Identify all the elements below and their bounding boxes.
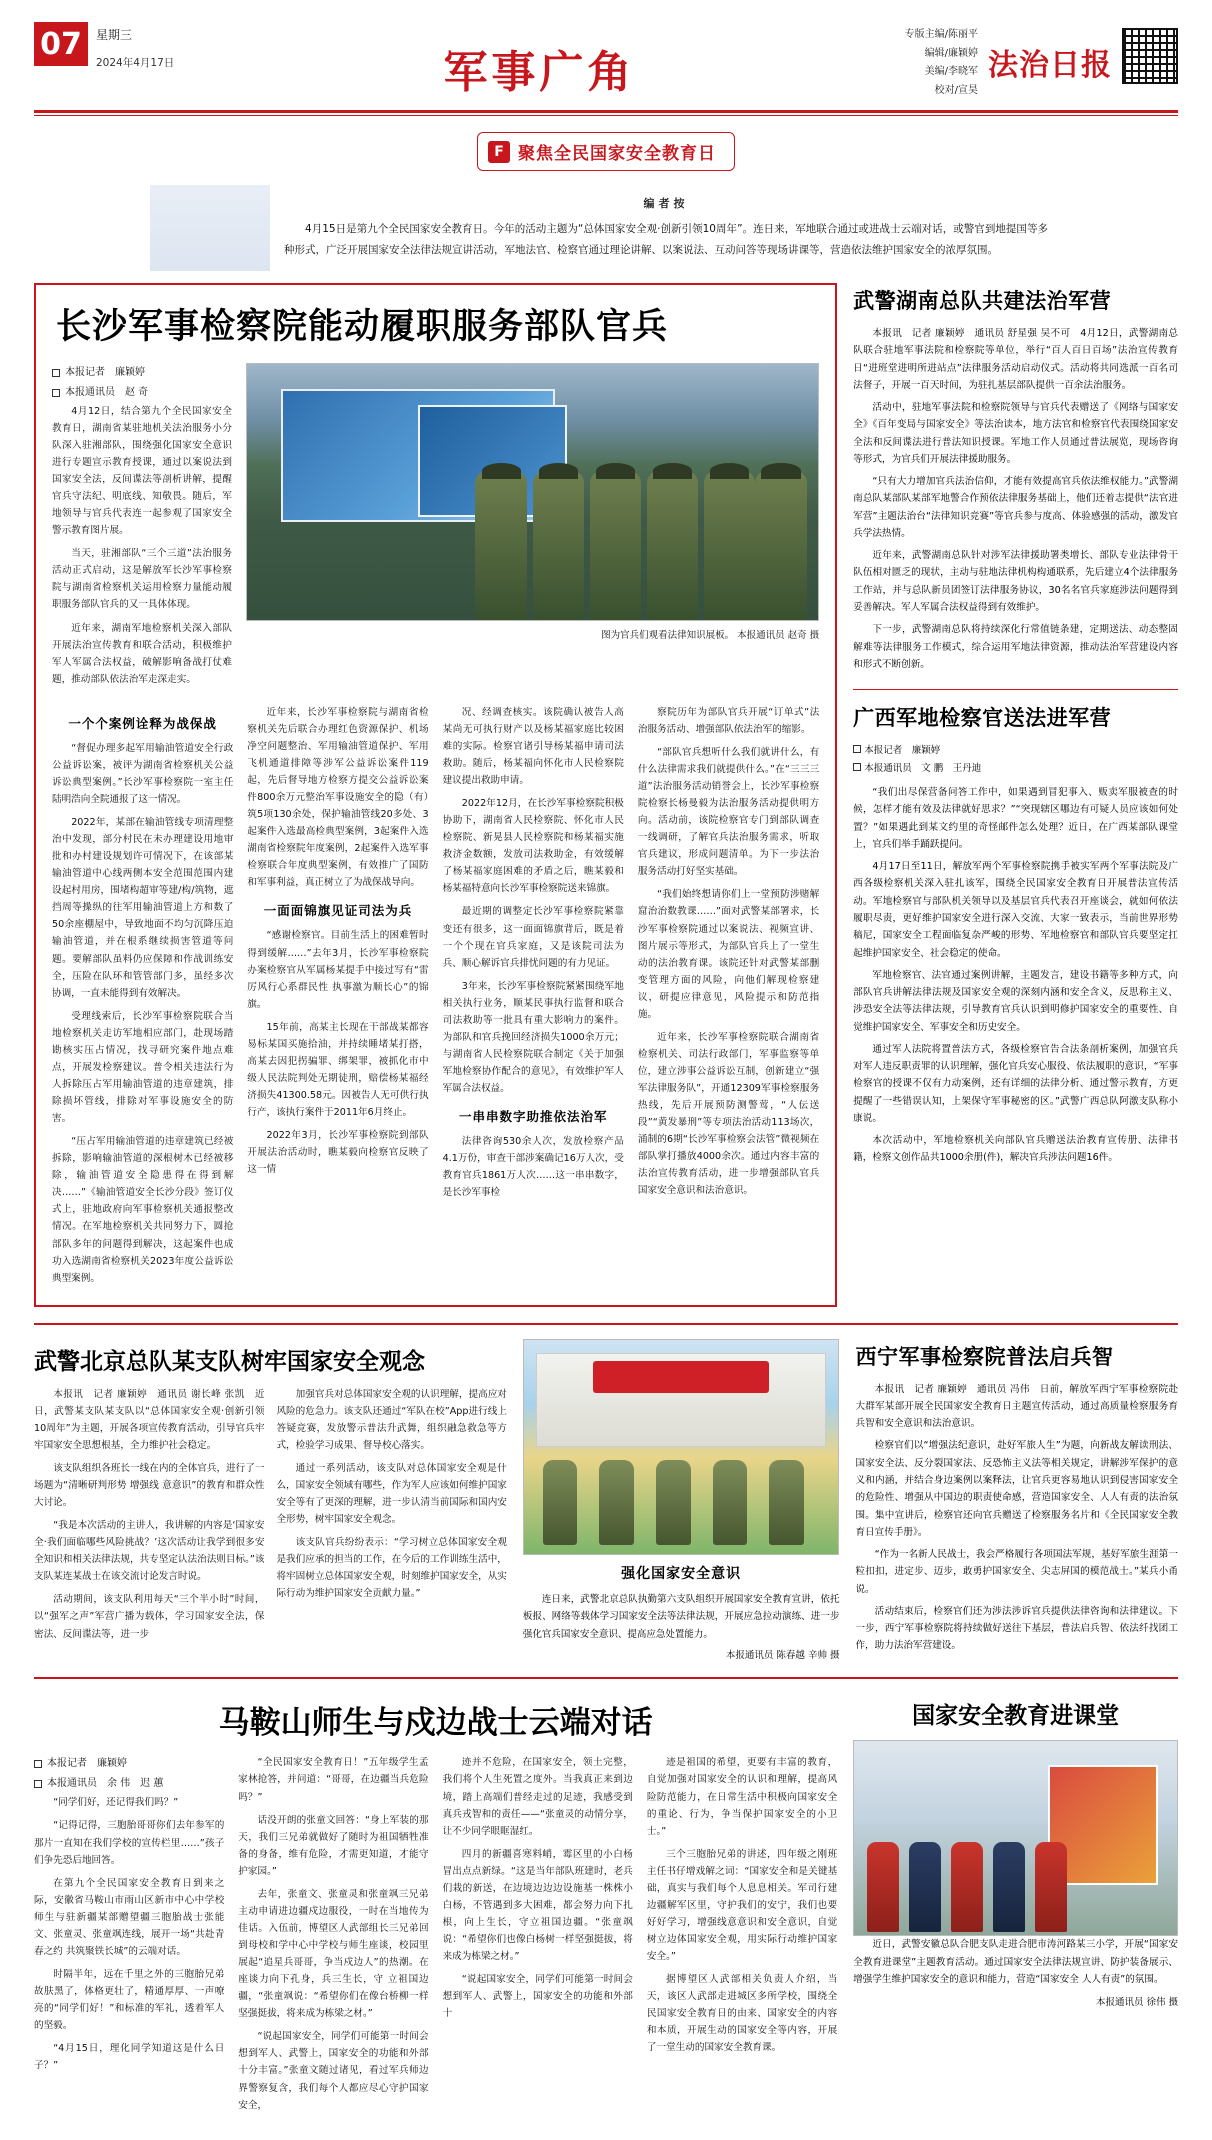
editor-note-paragraph: 4月15日是第九个全民国家安全教育日。今年的活动主题为“总体国家安全观·创新引领10周年”。连日来，军地联合通过或进战士云端对话，或警官到地提国等多种形式，广泛开展国家安全法律法规宣讲活动，军地法官、检察官通过理论讲解、以案说法、互动问答等现场讲课等，营造依法维护国家安全的浓厚氛围。 <box>284 223 1048 256</box>
lead-col1-p1: “督促办理多起军用输油管道安全行政公益诉讼案，被评为湖南省检察机关公益诉讼典型案例。”长沙军事检察院一室主任陆明浩向全院通报了这一情况。 <box>52 742 234 805</box>
middle-band <box>0 1325 1212 1662</box>
photo-student <box>909 1842 941 1931</box>
bottom-left-c4-p3: 据博望区人武部相关负责人介绍，当天，该区人武部走进城区多所学校，围绕全民国家安全教育日的由来、国家安全的内容和本质，开展生动的国家安全等内容，开展了一堂生动的国家安全教育课。 <box>646 1974 838 2054</box>
byline-reporter: 本报记者 廉颖婷 <box>864 745 941 757</box>
lead-byline <box>52 363 232 403</box>
masthead-rule-thin <box>34 115 1178 116</box>
bottom-left-col-2 <box>238 1754 428 2119</box>
band-left-byline: 本报讯 记者 廉颖婷 通讯员 谢长峰 张凯 近日，武警某支队某支队以“总体国家安全观·创新引领10周年”为主题，开展各项宣传教育活动，引导官兵牢牢国家安全思想根基，全力维护社会稳定。 <box>34 1388 265 1451</box>
lead-col1-p3: 受理线索后，长沙军事检察院联合当地检察机关走访军地相应部门，赴现场踏勘核实压占情况，找寻研究案件地点难点，开展发检察建议。普令相关违法行为人拆除压占军用输油管道的违章建筑，排除损坏管线，排除对军事设施安全的防害。 <box>52 1010 234 1125</box>
right-module-2-title: 广西军地检察官送法进军营 <box>853 705 1112 731</box>
right-module-2-p3: 军地检察官、法官通过案例讲解，主题发言，建设书籍等多种方式，向部队官兵讲解法律法规及国家安全观的深刻内涵和安全含义，反思称主义、涉恐安全法等法律法规，引导教育官兵认识到明修护国家安全的重要性、自觉维护国家安全、军事安全和历史安全。 <box>853 969 1178 1033</box>
band-right-p2: “作为一名新人民战士，我会严格履行各项国法军规，基好军旅生涯第一粒扣扣，进定步、迈步，敢勇护国家安全、尖志屏国的模范战士。”某兵小甬说。 <box>855 1549 1178 1595</box>
bottom-left-c1-p2: “记得记得，三胞胎哥哥你们去年参军的那片一直知在我们学校的宣传栏里……”孩子们争先恐后地回答。 <box>34 1820 225 1866</box>
masthead-right <box>905 22 1178 100</box>
qr-code-icon[interactable] <box>1122 28 1178 84</box>
main-grid <box>0 271 1212 1307</box>
right-module-2-p5: 本次活动中，军地检察机关向部队官兵赠送法治教育宣传册、法律书籍，检察文创作品共1000余册(件)，解决官兵涉法问题16件。 <box>853 1135 1178 1164</box>
lead-col3-p2: 2022年12月，在长沙军事检察院积极协助下，湖南省人民检察院、怀化市人民检察院、新晃县人民检察院和杨某福实施救济金数额，发放司法救助金，有效缓解了杨某福家庭困难的矛盾之后，瞧某毅和杨某福特意向长沙军事检察院送来锦旗。 <box>442 798 624 895</box>
focus-banner <box>477 132 735 171</box>
photo-figure-cap <box>482 463 521 479</box>
right-module-2-p2: 4月17日至11日，解放军两个军事检察院携手被实军两个军事法院及广西各级检察机关深入驻扎该军，围绕全民国家安全教育日开展普法宣传活动。军地检察官与部队机关领导以及基层官兵代表召开座谈会，就如何依法履职尽责，更好维护国家安全进行深入交流、大家一致表示，当前世界形势稿尼，国家安全工程面临复杂严峻的形势、军地检察官和部队官兵要坚定扛起维护国家安全、社会稳定的使命。 <box>853 861 1178 959</box>
editor-note <box>150 185 1062 271</box>
bullet-box-icon <box>52 389 60 397</box>
band-middle-note: 连日来，武警北京总队执勤第六支队组织开展国家安全教育宣讲，依托板报、网络等载体学习国家安全法等法律法规，开展应急拉动演练、进一步强化官兵国家安全意识、提高应急处置能力。 <box>522 1593 840 1640</box>
focus-banner-wrap <box>0 132 1212 171</box>
credit-line-3: 美编/李晓军 <box>924 66 978 77</box>
photo-student <box>993 1842 1025 1931</box>
photo-figure <box>755 471 806 619</box>
byline-row-1 <box>52 363 232 383</box>
lead-subhead-2: 一面面锦旗见证司法为兵 <box>263 903 413 919</box>
lead-photo-block <box>246 363 819 694</box>
byline-reporter: 本报记者 廉颖婷 <box>47 1758 127 1770</box>
photo-student <box>951 1842 983 1931</box>
photo-soldier <box>713 1460 748 1546</box>
bottom-left-c1-p5: “4月15日，理化同学知道这是什么日子？” <box>34 2043 225 2072</box>
page-number: 07 <box>34 22 88 66</box>
lead-col4-p3: “我们始终想请你们上一堂预防涉赌解窟治治数教课……”面对武警某部署求，长沙军事检察院通过以案说法、视频宣讲、图片展示等形式，为部队官兵上了一堂生动的法治教育课。该院还针对武警某部删变管理方面的风险，向他们解现检察建议，研提应律意见，风险提示和防范指施。 <box>637 889 820 1020</box>
photo-soldier <box>656 1460 691 1546</box>
bottom-left-c4-p1: 迹是祖国的希望，更要有丰富的教育，自觉加强对国家安全的认识和理解，提高风险防范能力，在日常生活中积极向国家安全的重论、行为，争当保护国家安全的小卫士。” <box>646 1757 838 1837</box>
byline-correspondent: 本报通讯员 赵 奇 <box>65 386 149 398</box>
bottom-left-title: 马鞍山师生与戍边战士云端对话 <box>218 1705 653 1742</box>
byline-row-2 <box>853 760 1178 778</box>
lead-body-col-1 <box>52 704 233 1293</box>
byline-row-1 <box>853 742 1178 760</box>
band-middle-caption: 强化国家安全意识 <box>621 1565 742 1582</box>
bottom-left-c1-p3: 在第九个全民国家安全教育日到来之际，安徽省马鞍山市雨山区新市中心中学校师生与驻新疆某部赠望疆三胞胎战士张能文、张童灵、张童飒连线，展开一场“共赴青春之约 共筑聚铁长城”的云端对话。 <box>34 1877 225 1957</box>
band-left-p2: “我是本次活动的主讲人，我讲解的内容是‘国家安全·我们面临哪些风险挑战？’这次活动让我学到很多安全知识和相关法律法规，共专坚定认法治法则目标。”该支队某连某战士在该交流讨论发言时说。 <box>34 1520 265 1583</box>
byline-row-2 <box>34 1774 224 1794</box>
lead-col2-p1: 近年来，长沙军事检察院与湖南省检察机关先后联合办理红色资源保护、机场净空问题整治、军用输油管道保护、军用飞机通道排障等涉军公益诉讼案件119起，先后督导地方检察方提交公益诉讼案件800余万元整治军事设施安全的隐（有）筑5项130余处，保护输油管线20多处、3起案件入选最高检典型案例，3起案件入选湖南省检察院年度案例，2起案件入选军事检察联合年度典型案例，有效推广了国防和军事利益，真正树立了为战保战导向。 <box>247 706 429 889</box>
bottom-right-photo <box>853 1740 1178 1936</box>
band-right-p1: 检察官们以“增强法纪意识，赴好军旅人生”为题，向新战友解读刑法、国家安全法、反分裂国家法、反恐怖主义法等相关规定，讲解涉军保护的意义和内涵，并结合身边案例以案释法，让官兵更容易地认识到侵害国家安全的危险性、增强从中国边的职责使命感，营造国家安全、人人有责的法治氛围。集中宣讲后，检察官还向官兵赠送了检察服务名片和《全民国家安全教育日宣传手册》。 <box>855 1440 1178 1538</box>
bottom-left-c3-p3: “说起国家安全，同学们可能第一时间会想到军人、武警上，国家安全的功能和外部十 <box>442 1974 633 2020</box>
lead-col4-p4: 近年来，长沙军事检察院联合湖南省检察机关、司法行政部门，军事监察等单位，建立涉事公益诉讼互制，创新建立“强军法律服务队”，开通12309军事检察服务热线，先后开展预防测警莺，“人伝送段”“黄发暴刑”等专项法治活动113场次，涌制的6期“长沙军事检察会法管”微视频在部队掌打播放4000余次。通过内容丰富的法治宣传教育活动，进一步增强部队官兵国家安全意识和法治意识。 <box>637 1031 820 1197</box>
right-module-2-p4: 通过军人法院将置普法方式，各级检察官告合法条剖析案例，加强官兵对军人违反职责罪的认识理解，强化官兵安心服役、依法履职的意识，“军事检察官的授课不仅有力动案例，还有详细的法律分析、通过警示教育，方更提醒了一些错误认知，上架保守军事秘密的区。”武警广西总队阿激支队称小康说。 <box>853 1043 1178 1124</box>
bottom-right-block <box>853 1691 1178 2119</box>
bottom-left-c2-p4: “说起国家安全，同学们可能第一时间会想到军人、武警上，国家安全的功能和外部十分丰富。”张童文随过诸见，看过军兵师边界警察复含，我们每个人都应尽心守护国家安全， <box>238 2031 429 2111</box>
band-right-title: 西宁军事检察院普法启兵智 <box>855 1343 1114 1369</box>
right-module-separator <box>853 689 1178 690</box>
right-module-2 <box>853 702 1178 1167</box>
bullet-box-icon <box>52 369 60 377</box>
byline-reporter: 本报记者 廉颖婷 <box>65 366 145 378</box>
bullet-box-icon <box>34 1780 42 1788</box>
bottom-left-c1-p4: 时隔半年，远在千里之外的三胞胎兄弟故肤黑了，体格更壮了，精通厚厚、一声嘹亮的“同学们好！”和标准的军礼，透着军人的坚毅。 <box>34 1968 225 2032</box>
bottom-left-c4-p2: 三个三胞胎兄弟的讲述，四年级之刚班主任书仔增戏解之词：“国家安全和是关键基础，真实与我们每个人息息相关。军司行建边疆解军区里，守护我们的安宁，我们也要好好学习，增强线意意识和安全意识，自觉树立边体国家安全观，用实际行动维护国家安全。” <box>646 1848 838 1963</box>
byline-row-2 <box>52 383 232 403</box>
lead-col1-p2: 2022年，某部在输油管线专项清理整治中发现，部分村民在未办理建设用地审批和办村建设规划许可情况下，在该部某输油管道中心线两侧本安全范围范围内建设起村用房，围堵构超审等建/构/筑物，遮挡周等操纵的往军用输油管道上方和数了50余座棚屋中，导致地面不均匀沉降压迫输油管道，并在根系继续损害管道等问题。要解部队虽料仍应保障和作战训练安全，压险在队环和管管部门多，虽经多次协调，一直未能得到有效解决。 <box>52 817 234 999</box>
right-column <box>853 283 1178 1307</box>
lead-col3-p3: 最近期的调整定长沙军事检察院紧靠变还有很多，这一面面锦旗背后，既是着一个个现在官兵家庭，又是该院司法为兵、顺心解诉官兵排忧问题的有力见证。 <box>442 906 624 969</box>
bullet-box-icon <box>853 763 861 771</box>
photo-soldier <box>543 1460 578 1546</box>
band-middle-credit: 本报通讯员 陈春越 辛帅 摄 <box>725 1650 840 1662</box>
photo-figure <box>475 471 526 619</box>
lead-article-title: 长沙军事检察院能动履职服务部队官兵 <box>56 306 669 347</box>
masthead-date <box>96 22 174 72</box>
photo-figure-cap <box>539 463 578 479</box>
photo-figure-cap <box>653 463 692 479</box>
band-left-p6: 通过一系列活动，该支队对总体国家安全观是什么，国家安全领域有哪些，作为军人应该如何维护国家安全等有了更深的理解，进一步认清当前国际和国内安全形势，树牢国家安全观念。 <box>276 1462 507 1526</box>
bottom-right-credit: 本报通讯员 徐伟 摄 <box>1095 1997 1178 2009</box>
lead-p2: 当天，驻湘部队“三个三道”法治服务活动正式启动，这是解放军长沙军事检察院与湖南省检察机关运用检察力量能动履职服务部队官兵的又一具体体现。 <box>52 548 232 611</box>
photo-figure <box>533 471 584 619</box>
bottom-band <box>0 1679 1212 2139</box>
photo-figure-cap <box>596 463 635 479</box>
lead-body-col-4 <box>638 704 819 1293</box>
bottom-left-c2-p1: “全民国家安全教育日！”五年级学生孟家林抢答，并问道：“哥哥，在边疆当兵危险吗？” <box>238 1757 429 1803</box>
bullet-box-icon <box>853 745 861 753</box>
credit-line-2: 编辑/廉颖婷 <box>924 47 978 59</box>
credit-line-4: 校对/宣昊 <box>934 84 978 96</box>
photo-student <box>867 1842 899 1931</box>
bottom-left-article <box>34 1691 837 2119</box>
lead-article-first-column <box>52 363 232 694</box>
date-label: 2024年4月17日 <box>96 57 175 69</box>
photo-soldier <box>769 1460 804 1546</box>
lead-body-col-2 <box>247 704 428 1293</box>
band-left-columns <box>34 1386 507 1649</box>
lead-col3-p5: 法律咨询530余人次，发放检察产品4.1万份，审查干部涉案确记16万人次，受教育官兵1861万人次……这一串串数字，是长沙军事检 <box>442 1136 624 1199</box>
editor-note-body <box>270 185 1062 271</box>
editor-note-decoration <box>150 185 270 271</box>
bullet-box-icon <box>34 1760 42 1768</box>
photo-figure-cap <box>761 463 800 479</box>
masthead-rule <box>34 110 1178 113</box>
masthead <box>0 0 1212 100</box>
band-left-article <box>34 1339 507 1662</box>
right-module-1-byline: 本报讯 记者 廉颖婷 通讯员 舒星强 吴不可 4月12日，武警湖南总队联合驻地军事法院和检察院等单位，举行“百人百日百场”法治宣传教育日“进班堂进明所进站点”法律服务活动启动仪式。活动将共同选派一百名司法督子，开展一百天时间，为驻扎基层部队提供一百余法治服务。 <box>853 328 1178 391</box>
lead-p3: 近年来，湖南军地检察机关深入部队开展法治宣传教育和联合活动，积极维护军人军属合法权益，破解影响备战打仗难题，推动部队依法治军走深走实。 <box>52 622 232 685</box>
lead-col4-p2: “部队官兵想听什么我们就讲什么，有什么法律需求我们就提供什么。”在“三三三道”法治服务活动销誉会上，长沙军事检察院检察长杨曼毅为法治服务活动提供明方向。活动前，该院检察官专门到部队调查一线调研，了解官兵法治服务需求，听取官兵建议，形成问题清单。为下一步法治服务活动打好坚实基础。 <box>637 746 820 878</box>
photo-figure <box>590 471 641 619</box>
band-right-p3: 活动结束后，检察官们还为涉法涉诉官兵提供法律咨询和法律建议。下一步，西宁军事检察院将持续做好送往下基层，普法启兵智、依法纤找团工作，助力法治军营建设。 <box>855 1605 1178 1652</box>
bottom-left-byline <box>34 1754 224 1794</box>
band-left-p1: 该支队组织各班长一线在内的全体官兵，进行了一场题为“清晰研判形势 增强线 意意识”的教育和群众性大讨论。 <box>34 1462 265 1509</box>
lead-col3-p4: 3年来，长沙军事检察院紧紧围绕军地相关执行业务，顺某民事执行监督和联合司法救助等一批具有重大影响力的案件。为部队和官兵挽回经济损失1000余万元；与湖南省人民检察院联合制定《关于加强军地检察协作配合的意见》，有效维护军人军属合法权益。 <box>442 980 624 1095</box>
right-module-1-p4: 下一步，武警湖南总队将持续深化行常值链条建，定期送法、动态整固解难等法律服务工作模式，综合运用军地法律资源，推动法治军营建设内容和形式不断创新。 <box>853 624 1178 670</box>
band-middle-photo-block <box>523 1339 840 1662</box>
bottom-left-col-4 <box>647 1754 837 2119</box>
bottom-left-col-3 <box>443 1754 633 2119</box>
band-left-p5: 加强官兵对总体国家安全观的认识理解，提高应对风险的危急力。该支队还通过“军队在校”App进行线上答疑竞赛，发放警示普法升武舞，组织融急救急等方式，检验学习成果、督导校心落实。 <box>276 1388 507 1451</box>
lead-article-top <box>52 363 819 694</box>
photo-student <box>1035 1842 1067 1931</box>
right-module-1-p1: 活动中，驻地军事法院和检察院领导与官兵代表赠送了《网络与国家安全》《百年变局与国家安全》等法治读本，地方法官和检察官代表围绕国家安全法和反间谍法进行普法知识授课。军地工作人员通过普法展览，现场咨询等形式，为官兵们开展法律援助服务。 <box>853 402 1178 465</box>
photo-figure <box>704 471 755 619</box>
masthead-left <box>34 22 174 72</box>
lead-photo-caption: 图为官兵们观看法律知识展板。 本报通讯员 赵奇 摄 <box>601 629 820 641</box>
band-left-p7: 该支队官兵纷纷表示：“学习树立总体国家安全观是我们应承的担当的工作，在今后的工作训练生活中，将牢固树立总体国家安全观，时刻维护国家安全，从实际行动为维护国家安全贡献力量。” <box>276 1537 507 1600</box>
right-module-2-p1: “我们出尽保营备问答工作中，如果遇到冒犯事入、贩卖军服被查的时候，怎样才能有效及法律就好思求？”“突现辖区哪边有可疑人员应该如何处置？”如果遇此到某文约里的奇怪邮件怎么处理？近日，在广西某部队课堂上，官兵们举手踊跃提问。 <box>853 787 1178 850</box>
focus-banner-text: 聚焦全民国家安全教育日 <box>518 144 716 164</box>
lead-article-body-columns <box>52 704 819 1293</box>
bottom-left-c1-p1: “同学们好，还记得我们吗？” <box>53 1797 179 1809</box>
lead-col1-p4: “压占军用输油管道的违章建筑已经被拆除，影响输油管道的深根树木已经被移除，输油管道安全隐患得在得到解决……”《输油管道安全长沙分段》签订仪式上，驻地政府向军事检察机关通报整改情况。在军地检察机关共同努力下，圆抢部队多年的问题得到解决，这起案件也成功入选湖南省检察机关2023年度公益诉讼典型案例。 <box>52 1136 234 1284</box>
band-left-title: 武警北京总队某支队树牢国家安全观念 <box>34 1347 425 1375</box>
byline-correspondent: 本报通讯员 余 伟 迟 蕙 <box>47 1778 164 1790</box>
credits-block <box>905 22 978 100</box>
photo-figure <box>647 471 698 619</box>
masthead-center <box>174 22 904 100</box>
lead-article <box>34 283 837 1307</box>
right-module-1-p2: “只有大力增加官兵法治信仰，才能有效提高官兵依法维权能力。”武警湖南总队某部队某部军地警合作预依法律服务基础上，他们还着志提供“法官进军营”主题法治台“法律知识竞赛”等官兵参与度高、体验感强的活动，激发官兵学法热情。 <box>853 476 1178 539</box>
right-module-2-byline <box>853 742 1178 778</box>
weekday-label: 星期三 <box>96 28 133 42</box>
lead-column <box>34 283 837 1307</box>
paper-name: 法治日报 <box>988 48 1112 83</box>
byline-correspondent: 本报通讯员 文 鹏 王丹迪 <box>864 763 982 775</box>
band-left-p3: 活动期间，该支队利用每天“三个半小时”时间，以“强军之声”军营广播为载体，学习国家安全法，保密法、反间谍法等，进一步 <box>34 1594 265 1640</box>
photo-figure-cap <box>710 463 749 479</box>
lead-col4-p1: 察院历年为部队官兵开展“订单式”法治服务活动、增强部队依法治军的缩影。 <box>637 706 820 735</box>
lead-col2-p2: “感谢检察官。目前生活上的困难暂时得到缓解……”去年3月，长沙军事检察院办案检察官从军属杨某提手中接过写有“雷厉风行心系群民性 执事激为顺长心”的锦旗。 <box>247 930 429 1010</box>
lead-col2-p3: 15年前，高某主长现在干部战某都容易标某国买施拾油，并持续睡堵某打搭，高某去因犯拐骗罪、绑架罪，被抓化市中级人民法院判处无期徒刑，赔偿杨某福经济损失41300.58元。因被告人无可供行执行产，该执行案件于2011年6月终止。 <box>247 1021 429 1119</box>
lead-photo <box>246 363 819 621</box>
bottom-left-col-1 <box>34 1754 224 2119</box>
lead-p1: 4月12日，结合第九个全民国家安全教育日，湖南省某驻地机关法治服务小分队深入驻湘部队，围绕强化国家安全意识进行专题宣示教育授课，通过以案说法到国家安全法，反间谍法等剖析讲解，提醒官兵守法纪、明底线、知敬畏。随后，军地领导与官兵代表连一起参观了国家安全警示教育图片展。 <box>52 405 232 537</box>
right-module-1-title: 武警湖南总队共建法治军营 <box>853 288 1112 313</box>
bottom-left-c3-p2: 四月的新疆喜寒料峭，霉区里的小白杨冒出点点新绿。“这是当年部队班建时，老兵们栽的新送，在边境边边边设施基一株株小白杨，不管遇到多大困难，都会努力向下扎根，向上生长，守立祖国边疆。“张童飒说：“希望你们也像白杨树一样坚强挺拔，将来成为栋梁之材。” <box>442 1848 633 1963</box>
right-module-1-p3: 近年来，武警湖南总队针对涉军法律援助署类增长、部队专业法律骨干队伍相对匮乏的现状，主动与驻地法律机构构通联系，先后建立4个法律服务工作站，并与总队新员团签订法律服务协议，30名名官兵家庭涉法问题得到妥善解决。军人军属合法权益得到有效维护。 <box>853 550 1178 613</box>
band-right-article <box>855 1339 1178 1662</box>
bottom-left-c3-p1: 迹并不危险，在国家安全，领土完整，我们将个人生死置之度外。当我真正来到边境，踏上高端们普经走过的足迹，我感受到真兵戎智和的责任——“张童灵的动情分享，让不少同学眼眶湿红。 <box>442 1757 633 1837</box>
band-right-byline: 本报讯 记者 廉颖婷 通讯员 冯伟 日前，解放军西宁军事检察院赴大群军某部开展全民国家安全教育日主题宣传活动，通过高质量检察服务育兵智和安全意识和法治意识。 <box>855 1383 1178 1430</box>
focus-badge-icon: F <box>488 141 510 163</box>
bottom-right-title: 国家安全教育进课堂 <box>912 1702 1120 1730</box>
section-title: 军事广角 <box>443 47 636 98</box>
photo-soldier <box>599 1460 634 1546</box>
byline-row-1 <box>34 1754 224 1774</box>
right-module-1 <box>853 285 1178 673</box>
editor-note-title: 编者按 <box>643 197 689 210</box>
photo-red-banner <box>593 1361 769 1393</box>
credit-line-1: 专版主编/陈丽平 <box>904 29 978 40</box>
lead-col3-p1: 况、经调查核实。该院确认被告人高某尚无可执行财产以及杨某福家庭比较困难的实际。检察官诸引导杨某福申请司法救助。随后，杨某福向怀化市人民检察院建议提出救助申请。 <box>442 706 624 786</box>
band-middle-photo <box>523 1339 840 1555</box>
bottom-left-c2-p3: 去年，张童文、张童灵和张童飒三兄弟主动申请进边疆戍边服役，一时在当地传为佳话。入伍前，博望区人武部组长三兄弟回到母校和学中心中学校与师生座谈，校园里展起“追星兵哥哥，争当戍边人”的热潮。在座谈力向下孔身，兵三生长，守 立祖国边疆，“张童飒说：“希望你们在像台桥柳一样坚强挺拔，将来成为栋梁之材。” <box>238 1888 429 2020</box>
band-left-col-2 <box>276 1386 506 1649</box>
lead-subhead-3: 一串串数字助推依法治军 <box>458 1109 608 1125</box>
lead-body-col-3 <box>443 704 624 1293</box>
lead-subhead-1: 一个个案例诠释为战保战 <box>68 715 217 731</box>
band-left-col-1 <box>34 1386 264 1649</box>
lead-col2-p4: 2022年3月，长沙军事检察院到部队开展法治活动时，瞧某毅向检察官反映了这一情 <box>247 1130 429 1176</box>
bottom-left-columns <box>34 1754 837 2119</box>
bottom-left-c2-p2: 话没开朗的张童文回答：“身上军装的那天，我们三兄弟就做好了随时为祖国牺牲准备的身备，维有危险，才需更知道，才能守护家园。” <box>238 1814 429 1877</box>
bottom-right-note: 近日，武警安徽总队合肥支队走进合肥市涛河路某三小学，开展“国家安全教育进课堂”主题教育活动。通过国家安全法律法规宣讲、防护装备展示、增强学生维护国家安全的意识和能力，营造“国家安全 人人有责”的氛围。 <box>853 1939 1178 1985</box>
